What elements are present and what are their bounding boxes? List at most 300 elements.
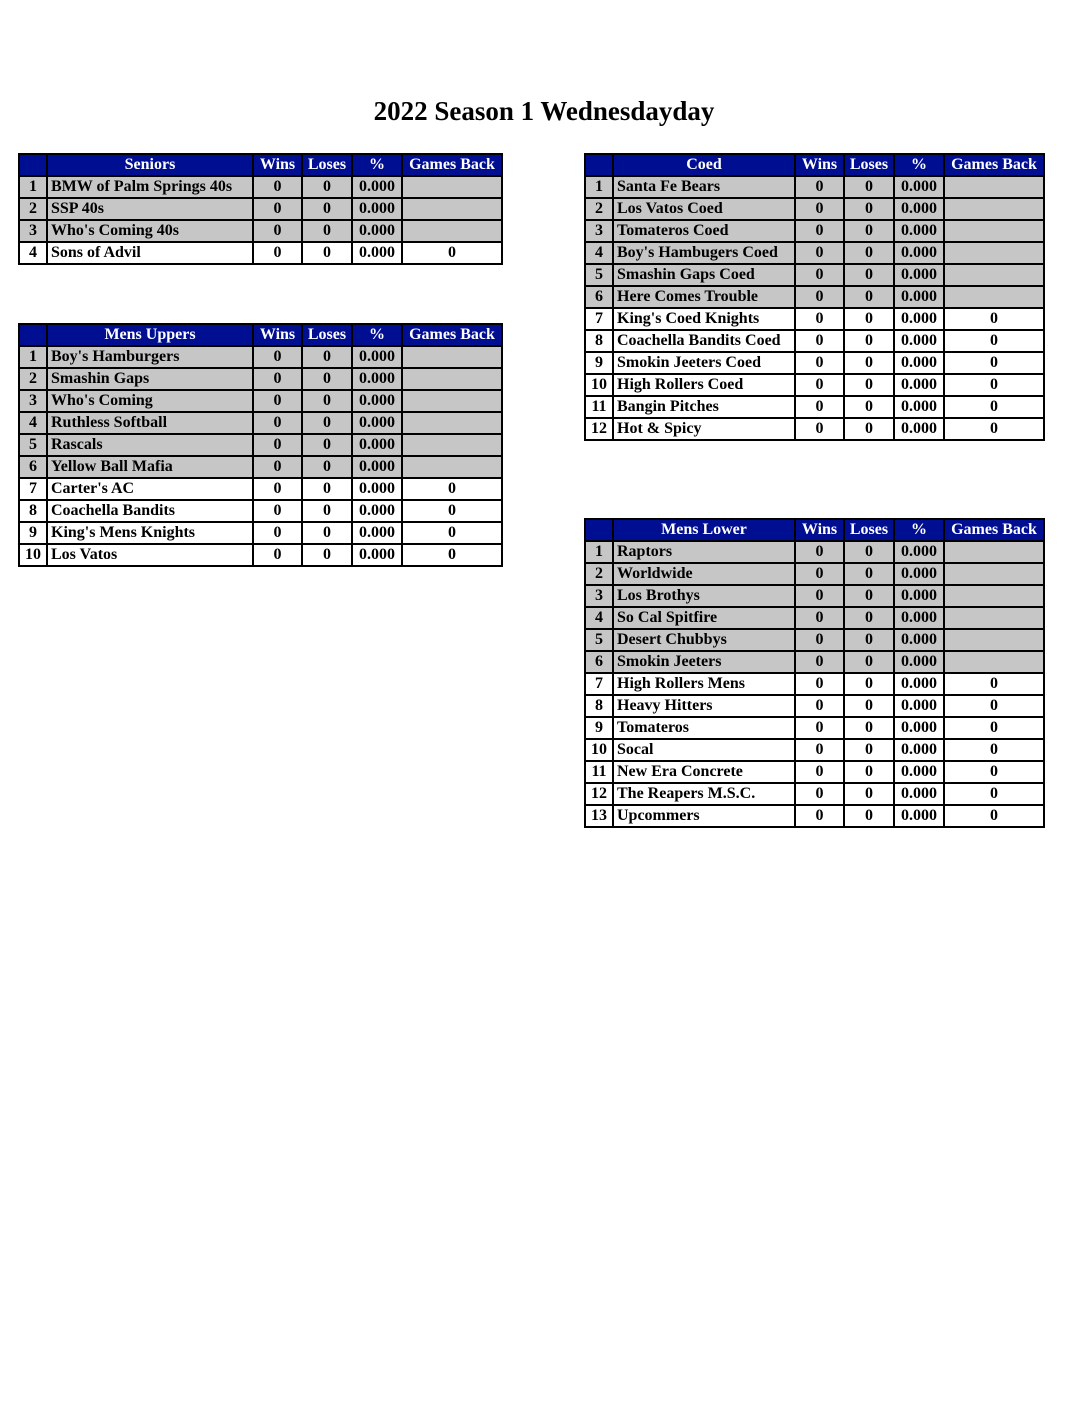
rank-cell: 11 <box>585 761 613 783</box>
games-back-cell: 0 <box>944 717 1044 739</box>
loses-cell: 0 <box>844 242 894 264</box>
rank-cell: 4 <box>19 242 47 264</box>
rank-cell: 1 <box>585 176 613 198</box>
games-back-cell: 0 <box>402 522 502 544</box>
rank-cell: 9 <box>585 352 613 374</box>
wins-cell: 0 <box>253 434 302 456</box>
games-back-cell <box>944 541 1044 563</box>
wins-header: Wins <box>795 519 844 541</box>
pct-cell: 0.000 <box>352 544 402 566</box>
games-back-cell <box>944 176 1044 198</box>
wins-cell: 0 <box>795 629 844 651</box>
games-back-cell <box>402 412 502 434</box>
pct-cell: 0.000 <box>352 434 402 456</box>
pct-cell: 0.000 <box>894 651 944 673</box>
team-name-cell: King's Mens Knights <box>47 522 253 544</box>
pct-cell: 0.000 <box>352 346 402 368</box>
team-name-cell: Smashin Gaps <box>47 368 253 390</box>
games-back-cell: 0 <box>944 330 1044 352</box>
rank-cell: 7 <box>19 478 47 500</box>
table-row <box>585 739 1044 761</box>
team-name-cell: Smokin Jeeters <box>613 651 795 673</box>
table-row <box>585 783 1044 805</box>
loses-cell: 0 <box>844 418 894 440</box>
table-row <box>19 220 502 242</box>
wins-cell: 0 <box>253 478 302 500</box>
games-back-cell: 0 <box>944 308 1044 330</box>
team-name-cell: Heavy Hitters <box>613 695 795 717</box>
wins-cell: 0 <box>253 544 302 566</box>
games-back-cell <box>402 390 502 412</box>
wins-cell: 0 <box>795 805 844 827</box>
pct-cell: 0.000 <box>352 242 402 264</box>
rank-cell: 2 <box>19 368 47 390</box>
team-name-cell: Coachella Bandits Coed <box>613 330 795 352</box>
rank-cell: 4 <box>19 412 47 434</box>
pct-cell: 0.000 <box>894 585 944 607</box>
wins-cell: 0 <box>253 242 302 264</box>
wins-cell: 0 <box>795 176 844 198</box>
team-name-cell: Los Brothys <box>613 585 795 607</box>
team-name-cell: Desert Chubbys <box>613 629 795 651</box>
team-name-cell: Ruthless Softball <box>47 412 253 434</box>
table-row <box>585 541 1044 563</box>
wins-cell: 0 <box>253 522 302 544</box>
loses-cell: 0 <box>844 198 894 220</box>
team-name-cell: Los Vatos <box>47 544 253 566</box>
pct-cell: 0.000 <box>894 418 944 440</box>
pct-cell: 0.000 <box>894 242 944 264</box>
loses-cell: 0 <box>302 500 352 522</box>
table-row <box>585 198 1044 220</box>
loses-cell: 0 <box>844 629 894 651</box>
pct-cell: 0.000 <box>894 607 944 629</box>
rank-cell: 12 <box>585 783 613 805</box>
pct-cell: 0.000 <box>894 695 944 717</box>
wins-cell: 0 <box>795 585 844 607</box>
team-name-cell: Rascals <box>47 434 253 456</box>
games-back-cell <box>944 651 1044 673</box>
pct-cell: 0.000 <box>894 563 944 585</box>
wins-cell: 0 <box>795 308 844 330</box>
rank-cell: 2 <box>19 198 47 220</box>
rank-cell: 11 <box>585 396 613 418</box>
games-back-cell <box>944 220 1044 242</box>
loses-cell: 0 <box>302 368 352 390</box>
table-row <box>19 198 502 220</box>
loses-cell: 0 <box>844 352 894 374</box>
rank-cell: 8 <box>585 695 613 717</box>
games-back-cell <box>944 629 1044 651</box>
games-back-cell <box>944 607 1044 629</box>
wins-cell: 0 <box>795 695 844 717</box>
table-row <box>585 761 1044 783</box>
rank-cell: 10 <box>585 374 613 396</box>
team-name-cell: Here Comes Trouble <box>613 286 795 308</box>
rank-header <box>585 519 613 541</box>
games-back-cell: 0 <box>944 783 1044 805</box>
games-back-cell: 0 <box>944 352 1044 374</box>
team-name-cell: Carter's AC <box>47 478 253 500</box>
pct-cell: 0.000 <box>894 330 944 352</box>
games-back-cell: 0 <box>944 805 1044 827</box>
games-back-header: Games Back <box>402 324 502 346</box>
loses-cell: 0 <box>844 286 894 308</box>
games-back-cell <box>402 456 502 478</box>
wins-cell: 0 <box>795 330 844 352</box>
wins-cell: 0 <box>795 717 844 739</box>
rank-cell: 3 <box>585 585 613 607</box>
games-back-cell <box>402 198 502 220</box>
table-row <box>19 478 502 500</box>
rank-cell: 3 <box>19 220 47 242</box>
team-name-cell: Coachella Bandits <box>47 500 253 522</box>
team-name-cell: Who's Coming <box>47 390 253 412</box>
wins-cell: 0 <box>253 456 302 478</box>
loses-cell: 0 <box>844 739 894 761</box>
team-name-cell: High Rollers Coed <box>613 374 795 396</box>
loses-cell: 0 <box>844 717 894 739</box>
pct-cell: 0.000 <box>352 522 402 544</box>
table-row <box>585 418 1044 440</box>
wins-cell: 0 <box>795 651 844 673</box>
loses-cell: 0 <box>844 783 894 805</box>
table-header-row <box>585 519 1044 541</box>
games-back-cell <box>944 585 1044 607</box>
wins-cell: 0 <box>253 412 302 434</box>
games-back-cell: 0 <box>402 242 502 264</box>
pct-cell: 0.000 <box>894 308 944 330</box>
table-header-row <box>585 154 1044 176</box>
pct-cell: 0.000 <box>894 629 944 651</box>
mens-lower-standings-table <box>584 518 1045 828</box>
loses-cell: 0 <box>844 330 894 352</box>
pct-cell: 0.000 <box>894 739 944 761</box>
loses-cell: 0 <box>844 651 894 673</box>
table-row <box>585 673 1044 695</box>
wins-cell: 0 <box>795 761 844 783</box>
wins-cell: 0 <box>253 220 302 242</box>
pct-cell: 0.000 <box>894 352 944 374</box>
games-back-header: Games Back <box>402 154 502 176</box>
wins-cell: 0 <box>795 374 844 396</box>
rank-cell: 12 <box>585 418 613 440</box>
wins-cell: 0 <box>795 242 844 264</box>
division-name-header: Coed <box>613 154 795 176</box>
wins-cell: 0 <box>795 673 844 695</box>
games-back-cell <box>402 346 502 368</box>
loses-cell: 0 <box>844 541 894 563</box>
team-name-cell: The Reapers M.S.C. <box>613 783 795 805</box>
games-back-cell: 0 <box>944 695 1044 717</box>
table-row <box>19 368 502 390</box>
table-row <box>585 330 1044 352</box>
table-row <box>585 563 1044 585</box>
games-back-cell: 0 <box>944 673 1044 695</box>
table-row <box>585 352 1044 374</box>
rank-cell: 9 <box>19 522 47 544</box>
loses-cell: 0 <box>844 607 894 629</box>
pct-cell: 0.000 <box>894 783 944 805</box>
loses-cell: 0 <box>844 396 894 418</box>
loses-cell: 0 <box>302 434 352 456</box>
loses-cell: 0 <box>302 220 352 242</box>
team-name-cell: SSP 40s <box>47 198 253 220</box>
loses-cell: 0 <box>844 264 894 286</box>
pct-cell: 0.000 <box>352 220 402 242</box>
games-back-header: Games Back <box>944 154 1044 176</box>
loses-cell: 0 <box>302 522 352 544</box>
pct-cell: 0.000 <box>894 264 944 286</box>
wins-cell: 0 <box>795 396 844 418</box>
table-row <box>585 220 1044 242</box>
rank-cell: 7 <box>585 673 613 695</box>
pct-header: % <box>894 519 944 541</box>
team-name-cell: Raptors <box>613 541 795 563</box>
games-back-cell <box>402 368 502 390</box>
division-name-header: Seniors <box>47 154 253 176</box>
team-name-cell: Tomateros <box>613 717 795 739</box>
table-row <box>19 176 502 198</box>
rank-cell: 10 <box>585 739 613 761</box>
table-row <box>585 396 1044 418</box>
pct-cell: 0.000 <box>352 390 402 412</box>
games-back-cell: 0 <box>944 396 1044 418</box>
rank-cell: 8 <box>19 500 47 522</box>
games-back-cell: 0 <box>944 374 1044 396</box>
pct-cell: 0.000 <box>894 761 944 783</box>
rank-cell: 13 <box>585 805 613 827</box>
team-name-cell: Boy's Hambugers Coed <box>613 242 795 264</box>
pct-cell: 0.000 <box>894 541 944 563</box>
pct-cell: 0.000 <box>894 198 944 220</box>
seniors-standings-table <box>18 153 503 265</box>
team-name-cell: Boy's Hamburgers <box>47 346 253 368</box>
games-back-cell: 0 <box>944 739 1044 761</box>
rank-cell: 5 <box>19 434 47 456</box>
page-title: 2022 Season 1 Wednesdayday <box>373 96 715 126</box>
pct-cell: 0.000 <box>352 368 402 390</box>
wins-header: Wins <box>253 154 302 176</box>
rank-header <box>19 154 47 176</box>
loses-cell: 0 <box>844 374 894 396</box>
team-name-cell: Tomateros Coed <box>613 220 795 242</box>
rank-cell: 2 <box>585 563 613 585</box>
table-header-row <box>19 324 502 346</box>
table-row <box>19 544 502 566</box>
team-name-cell: Smokin Jeeters Coed <box>613 352 795 374</box>
games-back-cell <box>402 434 502 456</box>
wins-cell: 0 <box>795 198 844 220</box>
wins-cell: 0 <box>795 286 844 308</box>
loses-header: Loses <box>302 324 352 346</box>
loses-cell: 0 <box>844 563 894 585</box>
pct-cell: 0.000 <box>894 220 944 242</box>
pct-cell: 0.000 <box>894 176 944 198</box>
loses-cell: 0 <box>302 390 352 412</box>
mens-uppers-standings-table <box>18 323 503 567</box>
table-row <box>19 412 502 434</box>
loses-cell: 0 <box>302 242 352 264</box>
table-row <box>585 695 1044 717</box>
table-row <box>585 607 1044 629</box>
team-name-cell: Who's Coming 40s <box>47 220 253 242</box>
rank-header <box>585 154 613 176</box>
pct-cell: 0.000 <box>352 412 402 434</box>
wins-cell: 0 <box>795 783 844 805</box>
pct-cell: 0.000 <box>352 456 402 478</box>
table-row <box>19 242 502 264</box>
pct-cell: 0.000 <box>894 673 944 695</box>
loses-cell: 0 <box>844 176 894 198</box>
table-row <box>585 374 1044 396</box>
team-name-cell: So Cal Spitfire <box>613 607 795 629</box>
team-name-cell: New Era Concrete <box>613 761 795 783</box>
wins-cell: 0 <box>795 541 844 563</box>
rank-cell: 1 <box>19 176 47 198</box>
team-name-cell: Sons of Advil <box>47 242 253 264</box>
loses-header: Loses <box>844 519 894 541</box>
games-back-cell <box>944 563 1044 585</box>
rank-header <box>19 324 47 346</box>
wins-cell: 0 <box>795 220 844 242</box>
rank-cell: 4 <box>585 607 613 629</box>
team-name-cell: Smashin Gaps Coed <box>613 264 795 286</box>
wins-header: Wins <box>253 324 302 346</box>
loses-cell: 0 <box>844 695 894 717</box>
loses-cell: 0 <box>844 308 894 330</box>
table-row <box>585 286 1044 308</box>
loses-cell: 0 <box>302 412 352 434</box>
rank-cell: 1 <box>585 541 613 563</box>
division-name-header: Mens Lower <box>613 519 795 541</box>
pct-header: % <box>352 324 402 346</box>
pct-header: % <box>352 154 402 176</box>
loses-cell: 0 <box>302 456 352 478</box>
table-row <box>585 176 1044 198</box>
team-name-cell: Socal <box>613 739 795 761</box>
coed-standings-table <box>584 153 1045 441</box>
rank-cell: 5 <box>585 264 613 286</box>
loses-cell: 0 <box>302 176 352 198</box>
loses-cell: 0 <box>302 544 352 566</box>
pct-cell: 0.000 <box>352 500 402 522</box>
pct-cell: 0.000 <box>352 478 402 500</box>
rank-cell: 4 <box>585 242 613 264</box>
wins-cell: 0 <box>253 346 302 368</box>
wins-cell: 0 <box>795 352 844 374</box>
games-back-cell <box>944 286 1044 308</box>
rank-cell: 6 <box>585 286 613 308</box>
games-back-cell <box>944 264 1044 286</box>
wins-cell: 0 <box>795 563 844 585</box>
pct-cell: 0.000 <box>352 176 402 198</box>
wins-cell: 0 <box>253 500 302 522</box>
wins-cell: 0 <box>253 368 302 390</box>
games-back-header: Games Back <box>944 519 1044 541</box>
games-back-cell <box>944 198 1044 220</box>
table-row <box>585 585 1044 607</box>
games-back-cell <box>944 242 1044 264</box>
loses-cell: 0 <box>844 673 894 695</box>
loses-cell: 0 <box>302 478 352 500</box>
wins-cell: 0 <box>795 418 844 440</box>
rank-cell: 7 <box>585 308 613 330</box>
table-row <box>19 500 502 522</box>
games-back-cell: 0 <box>402 478 502 500</box>
loses-cell: 0 <box>302 198 352 220</box>
table-row <box>19 522 502 544</box>
pct-cell: 0.000 <box>894 717 944 739</box>
rank-cell: 5 <box>585 629 613 651</box>
division-name-header: Mens Uppers <box>47 324 253 346</box>
wins-cell: 0 <box>795 607 844 629</box>
table-row <box>585 629 1044 651</box>
rank-cell: 6 <box>19 456 47 478</box>
table-row <box>585 242 1044 264</box>
pct-header: % <box>894 154 944 176</box>
team-name-cell: King's Coed Knights <box>613 308 795 330</box>
games-back-cell <box>402 176 502 198</box>
loses-header: Loses <box>844 154 894 176</box>
rank-cell: 9 <box>585 717 613 739</box>
rank-cell: 3 <box>585 220 613 242</box>
wins-cell: 0 <box>253 176 302 198</box>
rank-cell: 3 <box>19 390 47 412</box>
rank-cell: 10 <box>19 544 47 566</box>
table-header-row <box>19 154 502 176</box>
wins-cell: 0 <box>795 739 844 761</box>
team-name-cell: Upcommers <box>613 805 795 827</box>
games-back-cell: 0 <box>402 544 502 566</box>
games-back-cell: 0 <box>944 418 1044 440</box>
rank-cell: 1 <box>19 346 47 368</box>
table-row <box>585 308 1044 330</box>
team-name-cell: Santa Fe Bears <box>613 176 795 198</box>
pct-cell: 0.000 <box>894 286 944 308</box>
wins-cell: 0 <box>795 264 844 286</box>
team-name-cell: Worldwide <box>613 563 795 585</box>
pct-cell: 0.000 <box>894 805 944 827</box>
games-back-cell: 0 <box>402 500 502 522</box>
table-row <box>19 434 502 456</box>
team-name-cell: Yellow Ball Mafia <box>47 456 253 478</box>
table-row <box>19 456 502 478</box>
table-row <box>585 805 1044 827</box>
wins-cell: 0 <box>253 390 302 412</box>
team-name-cell: Hot & Spicy <box>613 418 795 440</box>
loses-cell: 0 <box>302 346 352 368</box>
wins-cell: 0 <box>253 198 302 220</box>
table-row <box>19 390 502 412</box>
games-back-cell <box>402 220 502 242</box>
team-name-cell: BMW of Palm Springs 40s <box>47 176 253 198</box>
table-row <box>585 264 1044 286</box>
rank-cell: 2 <box>585 198 613 220</box>
rank-cell: 6 <box>585 651 613 673</box>
table-row <box>585 717 1044 739</box>
loses-cell: 0 <box>844 805 894 827</box>
table-row <box>585 651 1044 673</box>
loses-cell: 0 <box>844 220 894 242</box>
wins-header: Wins <box>795 154 844 176</box>
games-back-cell: 0 <box>944 761 1044 783</box>
team-name-cell: High Rollers Mens <box>613 673 795 695</box>
loses-header: Loses <box>302 154 352 176</box>
table-row <box>19 346 502 368</box>
team-name-cell: Los Vatos Coed <box>613 198 795 220</box>
pct-cell: 0.000 <box>894 374 944 396</box>
